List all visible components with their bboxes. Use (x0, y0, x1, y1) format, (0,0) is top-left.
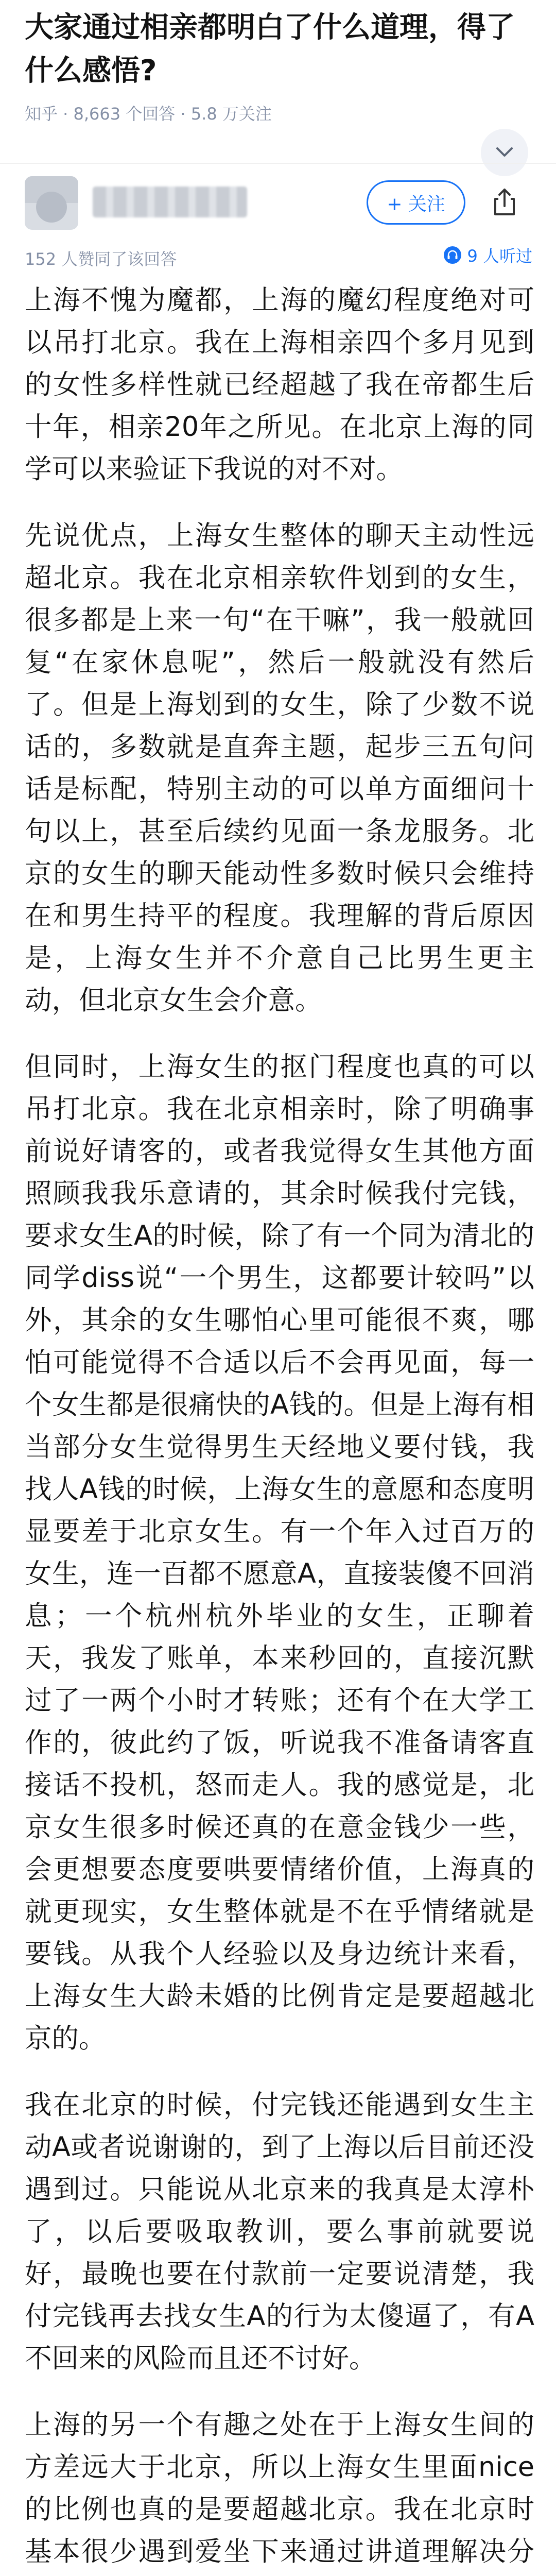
answer-paragraph: 但同时，上海女生的抠门程度也真的可以吊打北京。我在北京相亲时，除了明确事前说好请客的，或者我觉得女生其他方面照顾我我乐意请的，其余时候我付完钱，要求女生A的时候，除了有一个同为清北的同学diss说“一个男生，这都要计较吗”以外，其余的女生哪怕心里可能很不爽，哪怕可能觉得不合适以后不会再见面，每一个女生都是很痛快的A钱的。但是上海有相当部分女生觉得男生天经地义要付钱，我找人A钱的时候，上海女生的意愿和态度明显要差于北京女生。有一个年入过百万的女生，连一百都不愿意A，直接装傻不回消息；一个杭州杭外毕业的女生，正聊着天，我发了账单，本来秒回的，直接沉默过了一两个小时才转账；还有个在大学工作的，彼此约了饭，听说我不准备请客直接话不投机，怒而走人。我的感觉是，北京女生很多时候还真的在意金钱少一些，会更想要态度要哄要情绪价值，上海真的就更现实，女生整体就是不在乎情绪就是要钱。从我个人经验以及身边统计来看，上海女生大龄未婚的比例肯定是要超越北京的。 (25, 1051, 534, 2054)
chevron-down-icon (494, 145, 515, 160)
avatar[interactable] (25, 176, 78, 230)
answer-paragraph: 上海不愧为魔都，上海的魔幻程度绝对可以吊打北京。我在上海相亲四个多月见到的女性多样性就已经超越了我在帝都生后十年，相亲20年之所见。在北京上海的同学可以来验证下我说的对不对。 (25, 284, 534, 485)
question-meta: 知乎 · 8,663 个回答 · 5.8 万关注 (25, 104, 272, 124)
headphone-icon (443, 246, 462, 264)
answer-paragraph: 先说优点，上海女生整体的聊天主动性远超北京。我在北京相亲软件划到的女生，很多都是上来一句“在干嘛”，我一般就回复“在家休息呢”，然后一般就没有然后了。但是上海划到的女生，除了少数不说话的，多数就是直奔主题，起步三五句问话是标配，特别主动的可以单方面细问十句以上，甚至后续约见面一条龙服务。北京的女生的聊天能动性多数时候只会维持在和男生持平的程度。我理解的背后原因是，上海女生并不介意自己比男生更主动，但北京女生会介意。 (25, 520, 534, 1016)
answer-paragraph: 上海的另一个有趣之处在于上海女生间的方差远大于北京，所以上海女生里面nice的比例也真的是要超越北京。我在北京时基本很少遇到爱坐下来通过讲道理解决分 (25, 2409, 534, 2567)
answer-body (25, 279, 534, 2576)
listen-count[interactable] (443, 243, 532, 267)
collapse-button[interactable] (481, 129, 528, 176)
follow-button[interactable]: + 关注 (367, 180, 465, 225)
author-name-blurred[interactable] (93, 187, 247, 217)
answer-paragraph: 我在北京的时候，付完钱还能遇到女生主动A或者说谢谢的，到了上海以后目前还没遇到过。只能说从北京来的我真是太淳朴了，以后要吸取教训，要么事前就要说好，最晚也要在付款前一定要说清楚，我付完钱再去找女生A的行为太傻逼了，有A不回来的风险而且还不讨好。 (25, 2089, 534, 2374)
listen-count-label: 9 人听过 (467, 246, 532, 266)
header-divider (0, 163, 556, 164)
share-icon (488, 185, 521, 218)
share-button[interactable] (488, 185, 521, 218)
question-title[interactable]: 大家通过相亲都明白了什么道理，得了什么感悟? (25, 11, 515, 88)
approval-count: 152 人赞同了该回答 (25, 249, 177, 269)
